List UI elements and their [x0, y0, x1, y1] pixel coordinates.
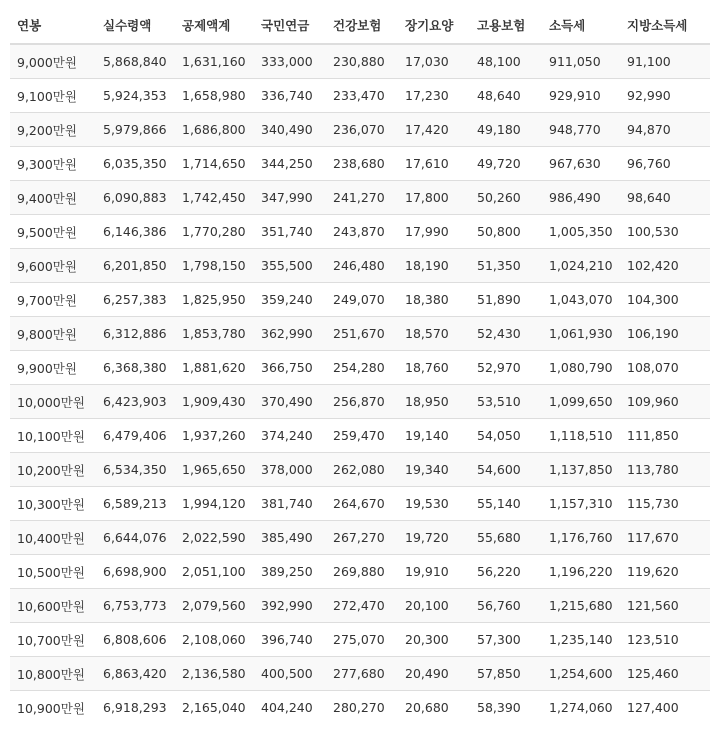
cell-total-deduction: 1,937,260 [175, 419, 254, 453]
cell-net-pay: 6,534,350 [96, 453, 175, 487]
cell-local-income-tax: 100,530 [620, 215, 710, 249]
cell-local-income-tax: 109,960 [620, 385, 710, 419]
cell-long-term-care: 20,680 [398, 691, 470, 725]
cell-total-deduction: 2,022,590 [175, 521, 254, 555]
cell-total-deduction: 1,770,280 [175, 215, 254, 249]
cell-health-insurance: 264,670 [326, 487, 398, 521]
cell-income-tax: 1,215,680 [542, 589, 620, 623]
cell-long-term-care: 17,800 [398, 181, 470, 215]
cell-national-pension: 378,000 [254, 453, 326, 487]
cell-employment-insurance: 56,220 [470, 555, 542, 589]
cell-net-pay: 6,146,386 [96, 215, 175, 249]
cell-local-income-tax: 111,850 [620, 419, 710, 453]
cell-net-pay: 6,808,606 [96, 623, 175, 657]
cell-employment-insurance: 57,850 [470, 657, 542, 691]
cell-long-term-care: 18,380 [398, 283, 470, 317]
cell-annual-salary: 9,400만원 [10, 181, 96, 215]
cell-annual-salary: 10,400만원 [10, 521, 96, 555]
cell-local-income-tax: 102,420 [620, 249, 710, 283]
cell-total-deduction: 2,136,580 [175, 657, 254, 691]
header-health-insurance: 건강보험 [326, 6, 398, 44]
cell-annual-salary: 10,200만원 [10, 453, 96, 487]
cell-long-term-care: 19,340 [398, 453, 470, 487]
cell-employment-insurance: 49,720 [470, 147, 542, 181]
cell-long-term-care: 20,300 [398, 623, 470, 657]
cell-net-pay: 6,201,850 [96, 249, 175, 283]
cell-income-tax: 1,274,060 [542, 691, 620, 725]
table-row [10, 147, 710, 181]
cell-net-pay: 6,312,886 [96, 317, 175, 351]
header-employment-insurance: 고용보험 [470, 6, 542, 44]
table-row [10, 385, 710, 419]
cell-annual-salary: 10,900만원 [10, 691, 96, 725]
cell-health-insurance: 249,070 [326, 283, 398, 317]
cell-employment-insurance: 52,970 [470, 351, 542, 385]
table-row [10, 555, 710, 589]
cell-income-tax: 911,050 [542, 44, 620, 79]
cell-long-term-care: 17,230 [398, 79, 470, 113]
cell-income-tax: 1,024,210 [542, 249, 620, 283]
cell-net-pay: 6,035,350 [96, 147, 175, 181]
cell-local-income-tax: 125,460 [620, 657, 710, 691]
cell-national-pension: 389,250 [254, 555, 326, 589]
cell-income-tax: 1,080,790 [542, 351, 620, 385]
cell-income-tax: 1,137,850 [542, 453, 620, 487]
cell-income-tax: 967,630 [542, 147, 620, 181]
cell-total-deduction: 1,714,650 [175, 147, 254, 181]
cell-income-tax: 1,176,760 [542, 521, 620, 555]
cell-total-deduction: 1,909,430 [175, 385, 254, 419]
cell-income-tax: 986,490 [542, 181, 620, 215]
cell-local-income-tax: 96,760 [620, 147, 710, 181]
cell-income-tax: 1,196,220 [542, 555, 620, 589]
cell-total-deduction: 1,994,120 [175, 487, 254, 521]
header-total-deduction: 공제액계 [175, 6, 254, 44]
cell-net-pay: 6,479,406 [96, 419, 175, 453]
cell-net-pay: 6,644,076 [96, 521, 175, 555]
cell-net-pay: 6,698,900 [96, 555, 175, 589]
cell-long-term-care: 20,490 [398, 657, 470, 691]
cell-annual-salary: 9,000만원 [10, 44, 96, 79]
cell-employment-insurance: 48,100 [470, 44, 542, 79]
cell-long-term-care: 18,570 [398, 317, 470, 351]
cell-long-term-care: 17,990 [398, 215, 470, 249]
cell-health-insurance: 230,880 [326, 44, 398, 79]
cell-total-deduction: 1,798,150 [175, 249, 254, 283]
cell-total-deduction: 2,108,060 [175, 623, 254, 657]
cell-local-income-tax: 115,730 [620, 487, 710, 521]
table-row [10, 79, 710, 113]
cell-employment-insurance: 56,760 [470, 589, 542, 623]
salary-table [10, 6, 710, 724]
cell-local-income-tax: 94,870 [620, 113, 710, 147]
cell-health-insurance: 272,470 [326, 589, 398, 623]
cell-total-deduction: 1,881,620 [175, 351, 254, 385]
cell-long-term-care: 17,420 [398, 113, 470, 147]
header-row [10, 6, 710, 44]
cell-employment-insurance: 51,890 [470, 283, 542, 317]
cell-employment-insurance: 54,600 [470, 453, 542, 487]
table-header [10, 6, 710, 44]
cell-net-pay: 6,863,420 [96, 657, 175, 691]
cell-local-income-tax: 98,640 [620, 181, 710, 215]
cell-employment-insurance: 53,510 [470, 385, 542, 419]
cell-employment-insurance: 50,800 [470, 215, 542, 249]
cell-health-insurance: 238,680 [326, 147, 398, 181]
table-row [10, 453, 710, 487]
cell-total-deduction: 2,165,040 [175, 691, 254, 725]
cell-national-pension: 359,240 [254, 283, 326, 317]
cell-national-pension: 400,500 [254, 657, 326, 691]
cell-long-term-care: 19,720 [398, 521, 470, 555]
cell-annual-salary: 9,500만원 [10, 215, 96, 249]
cell-total-deduction: 1,658,980 [175, 79, 254, 113]
cell-health-insurance: 277,680 [326, 657, 398, 691]
cell-employment-insurance: 58,390 [470, 691, 542, 725]
cell-net-pay: 6,589,213 [96, 487, 175, 521]
table-row [10, 317, 710, 351]
cell-national-pension: 374,240 [254, 419, 326, 453]
cell-long-term-care: 18,190 [398, 249, 470, 283]
cell-national-pension: 355,500 [254, 249, 326, 283]
cell-annual-salary: 10,500만원 [10, 555, 96, 589]
cell-annual-salary: 10,700만원 [10, 623, 96, 657]
cell-national-pension: 366,750 [254, 351, 326, 385]
cell-long-term-care: 20,100 [398, 589, 470, 623]
cell-employment-insurance: 54,050 [470, 419, 542, 453]
cell-annual-salary: 10,800만원 [10, 657, 96, 691]
header-national-pension: 국민연금 [254, 6, 326, 44]
cell-long-term-care: 19,910 [398, 555, 470, 589]
cell-long-term-care: 18,950 [398, 385, 470, 419]
cell-employment-insurance: 51,350 [470, 249, 542, 283]
table-row [10, 283, 710, 317]
cell-local-income-tax: 123,510 [620, 623, 710, 657]
cell-total-deduction: 2,079,560 [175, 589, 254, 623]
cell-employment-insurance: 55,140 [470, 487, 542, 521]
cell-income-tax: 1,254,600 [542, 657, 620, 691]
cell-total-deduction: 1,631,160 [175, 44, 254, 79]
cell-employment-insurance: 55,680 [470, 521, 542, 555]
cell-long-term-care: 19,530 [398, 487, 470, 521]
cell-national-pension: 381,740 [254, 487, 326, 521]
table-body [10, 44, 710, 724]
cell-local-income-tax: 106,190 [620, 317, 710, 351]
cell-total-deduction: 2,051,100 [175, 555, 254, 589]
cell-national-pension: 336,740 [254, 79, 326, 113]
header-income-tax: 소득세 [542, 6, 620, 44]
cell-employment-insurance: 48,640 [470, 79, 542, 113]
cell-income-tax: 1,118,510 [542, 419, 620, 453]
cell-health-insurance: 243,870 [326, 215, 398, 249]
cell-employment-insurance: 57,300 [470, 623, 542, 657]
cell-health-insurance: 256,870 [326, 385, 398, 419]
cell-national-pension: 344,250 [254, 147, 326, 181]
cell-annual-salary: 10,100만원 [10, 419, 96, 453]
cell-annual-salary: 10,600만원 [10, 589, 96, 623]
table-row [10, 657, 710, 691]
cell-local-income-tax: 119,620 [620, 555, 710, 589]
table-row [10, 589, 710, 623]
cell-annual-salary: 9,800만원 [10, 317, 96, 351]
cell-health-insurance: 233,470 [326, 79, 398, 113]
cell-income-tax: 1,043,070 [542, 283, 620, 317]
header-long-term-care: 장기요양 [398, 6, 470, 44]
cell-income-tax: 1,235,140 [542, 623, 620, 657]
cell-annual-salary: 9,600만원 [10, 249, 96, 283]
cell-health-insurance: 259,470 [326, 419, 398, 453]
header-local-income-tax: 지방소득세 [620, 6, 710, 44]
cell-employment-insurance: 52,430 [470, 317, 542, 351]
cell-national-pension: 362,990 [254, 317, 326, 351]
cell-income-tax: 1,061,930 [542, 317, 620, 351]
cell-health-insurance: 269,880 [326, 555, 398, 589]
cell-income-tax: 948,770 [542, 113, 620, 147]
cell-total-deduction: 1,965,650 [175, 453, 254, 487]
table-row [10, 691, 710, 725]
cell-net-pay: 6,918,293 [96, 691, 175, 725]
cell-annual-salary: 9,700만원 [10, 283, 96, 317]
cell-national-pension: 340,490 [254, 113, 326, 147]
table-row [10, 44, 710, 79]
cell-net-pay: 5,979,866 [96, 113, 175, 147]
table-row [10, 181, 710, 215]
cell-national-pension: 396,740 [254, 623, 326, 657]
table-row [10, 215, 710, 249]
cell-income-tax: 1,005,350 [542, 215, 620, 249]
cell-health-insurance: 241,270 [326, 181, 398, 215]
cell-national-pension: 404,240 [254, 691, 326, 725]
cell-net-pay: 5,868,840 [96, 44, 175, 79]
cell-health-insurance: 267,270 [326, 521, 398, 555]
cell-health-insurance: 280,270 [326, 691, 398, 725]
cell-net-pay: 6,753,773 [96, 589, 175, 623]
cell-net-pay: 5,924,353 [96, 79, 175, 113]
cell-income-tax: 929,910 [542, 79, 620, 113]
cell-local-income-tax: 92,990 [620, 79, 710, 113]
cell-total-deduction: 1,853,780 [175, 317, 254, 351]
cell-health-insurance: 251,670 [326, 317, 398, 351]
cell-local-income-tax: 108,070 [620, 351, 710, 385]
cell-health-insurance: 275,070 [326, 623, 398, 657]
table-row [10, 113, 710, 147]
cell-local-income-tax: 113,780 [620, 453, 710, 487]
cell-total-deduction: 1,825,950 [175, 283, 254, 317]
cell-local-income-tax: 117,670 [620, 521, 710, 555]
cell-local-income-tax: 127,400 [620, 691, 710, 725]
cell-health-insurance: 236,070 [326, 113, 398, 147]
cell-annual-salary: 10,000만원 [10, 385, 96, 419]
cell-national-pension: 392,990 [254, 589, 326, 623]
table-row [10, 351, 710, 385]
cell-annual-salary: 9,100만원 [10, 79, 96, 113]
table-row [10, 487, 710, 521]
header-net-pay: 실수령액 [96, 6, 175, 44]
cell-total-deduction: 1,686,800 [175, 113, 254, 147]
cell-long-term-care: 18,760 [398, 351, 470, 385]
cell-annual-salary: 9,900만원 [10, 351, 96, 385]
cell-net-pay: 6,090,883 [96, 181, 175, 215]
cell-annual-salary: 9,200만원 [10, 113, 96, 147]
cell-income-tax: 1,157,310 [542, 487, 620, 521]
cell-employment-insurance: 49,180 [470, 113, 542, 147]
cell-national-pension: 347,990 [254, 181, 326, 215]
header-annual-salary: 연봉 [10, 6, 96, 44]
cell-local-income-tax: 121,560 [620, 589, 710, 623]
cell-long-term-care: 17,610 [398, 147, 470, 181]
cell-employment-insurance: 50,260 [470, 181, 542, 215]
cell-national-pension: 351,740 [254, 215, 326, 249]
cell-long-term-care: 19,140 [398, 419, 470, 453]
cell-annual-salary: 10,300만원 [10, 487, 96, 521]
cell-national-pension: 370,490 [254, 385, 326, 419]
cell-health-insurance: 246,480 [326, 249, 398, 283]
table-row [10, 249, 710, 283]
table-row [10, 419, 710, 453]
cell-net-pay: 6,423,903 [96, 385, 175, 419]
cell-local-income-tax: 91,100 [620, 44, 710, 79]
table-row [10, 521, 710, 555]
cell-total-deduction: 1,742,450 [175, 181, 254, 215]
cell-national-pension: 385,490 [254, 521, 326, 555]
cell-long-term-care: 17,030 [398, 44, 470, 79]
table-row [10, 623, 710, 657]
cell-local-income-tax: 104,300 [620, 283, 710, 317]
cell-income-tax: 1,099,650 [542, 385, 620, 419]
cell-annual-salary: 9,300만원 [10, 147, 96, 181]
cell-national-pension: 333,000 [254, 44, 326, 79]
cell-net-pay: 6,368,380 [96, 351, 175, 385]
cell-net-pay: 6,257,383 [96, 283, 175, 317]
cell-health-insurance: 254,280 [326, 351, 398, 385]
cell-health-insurance: 262,080 [326, 453, 398, 487]
